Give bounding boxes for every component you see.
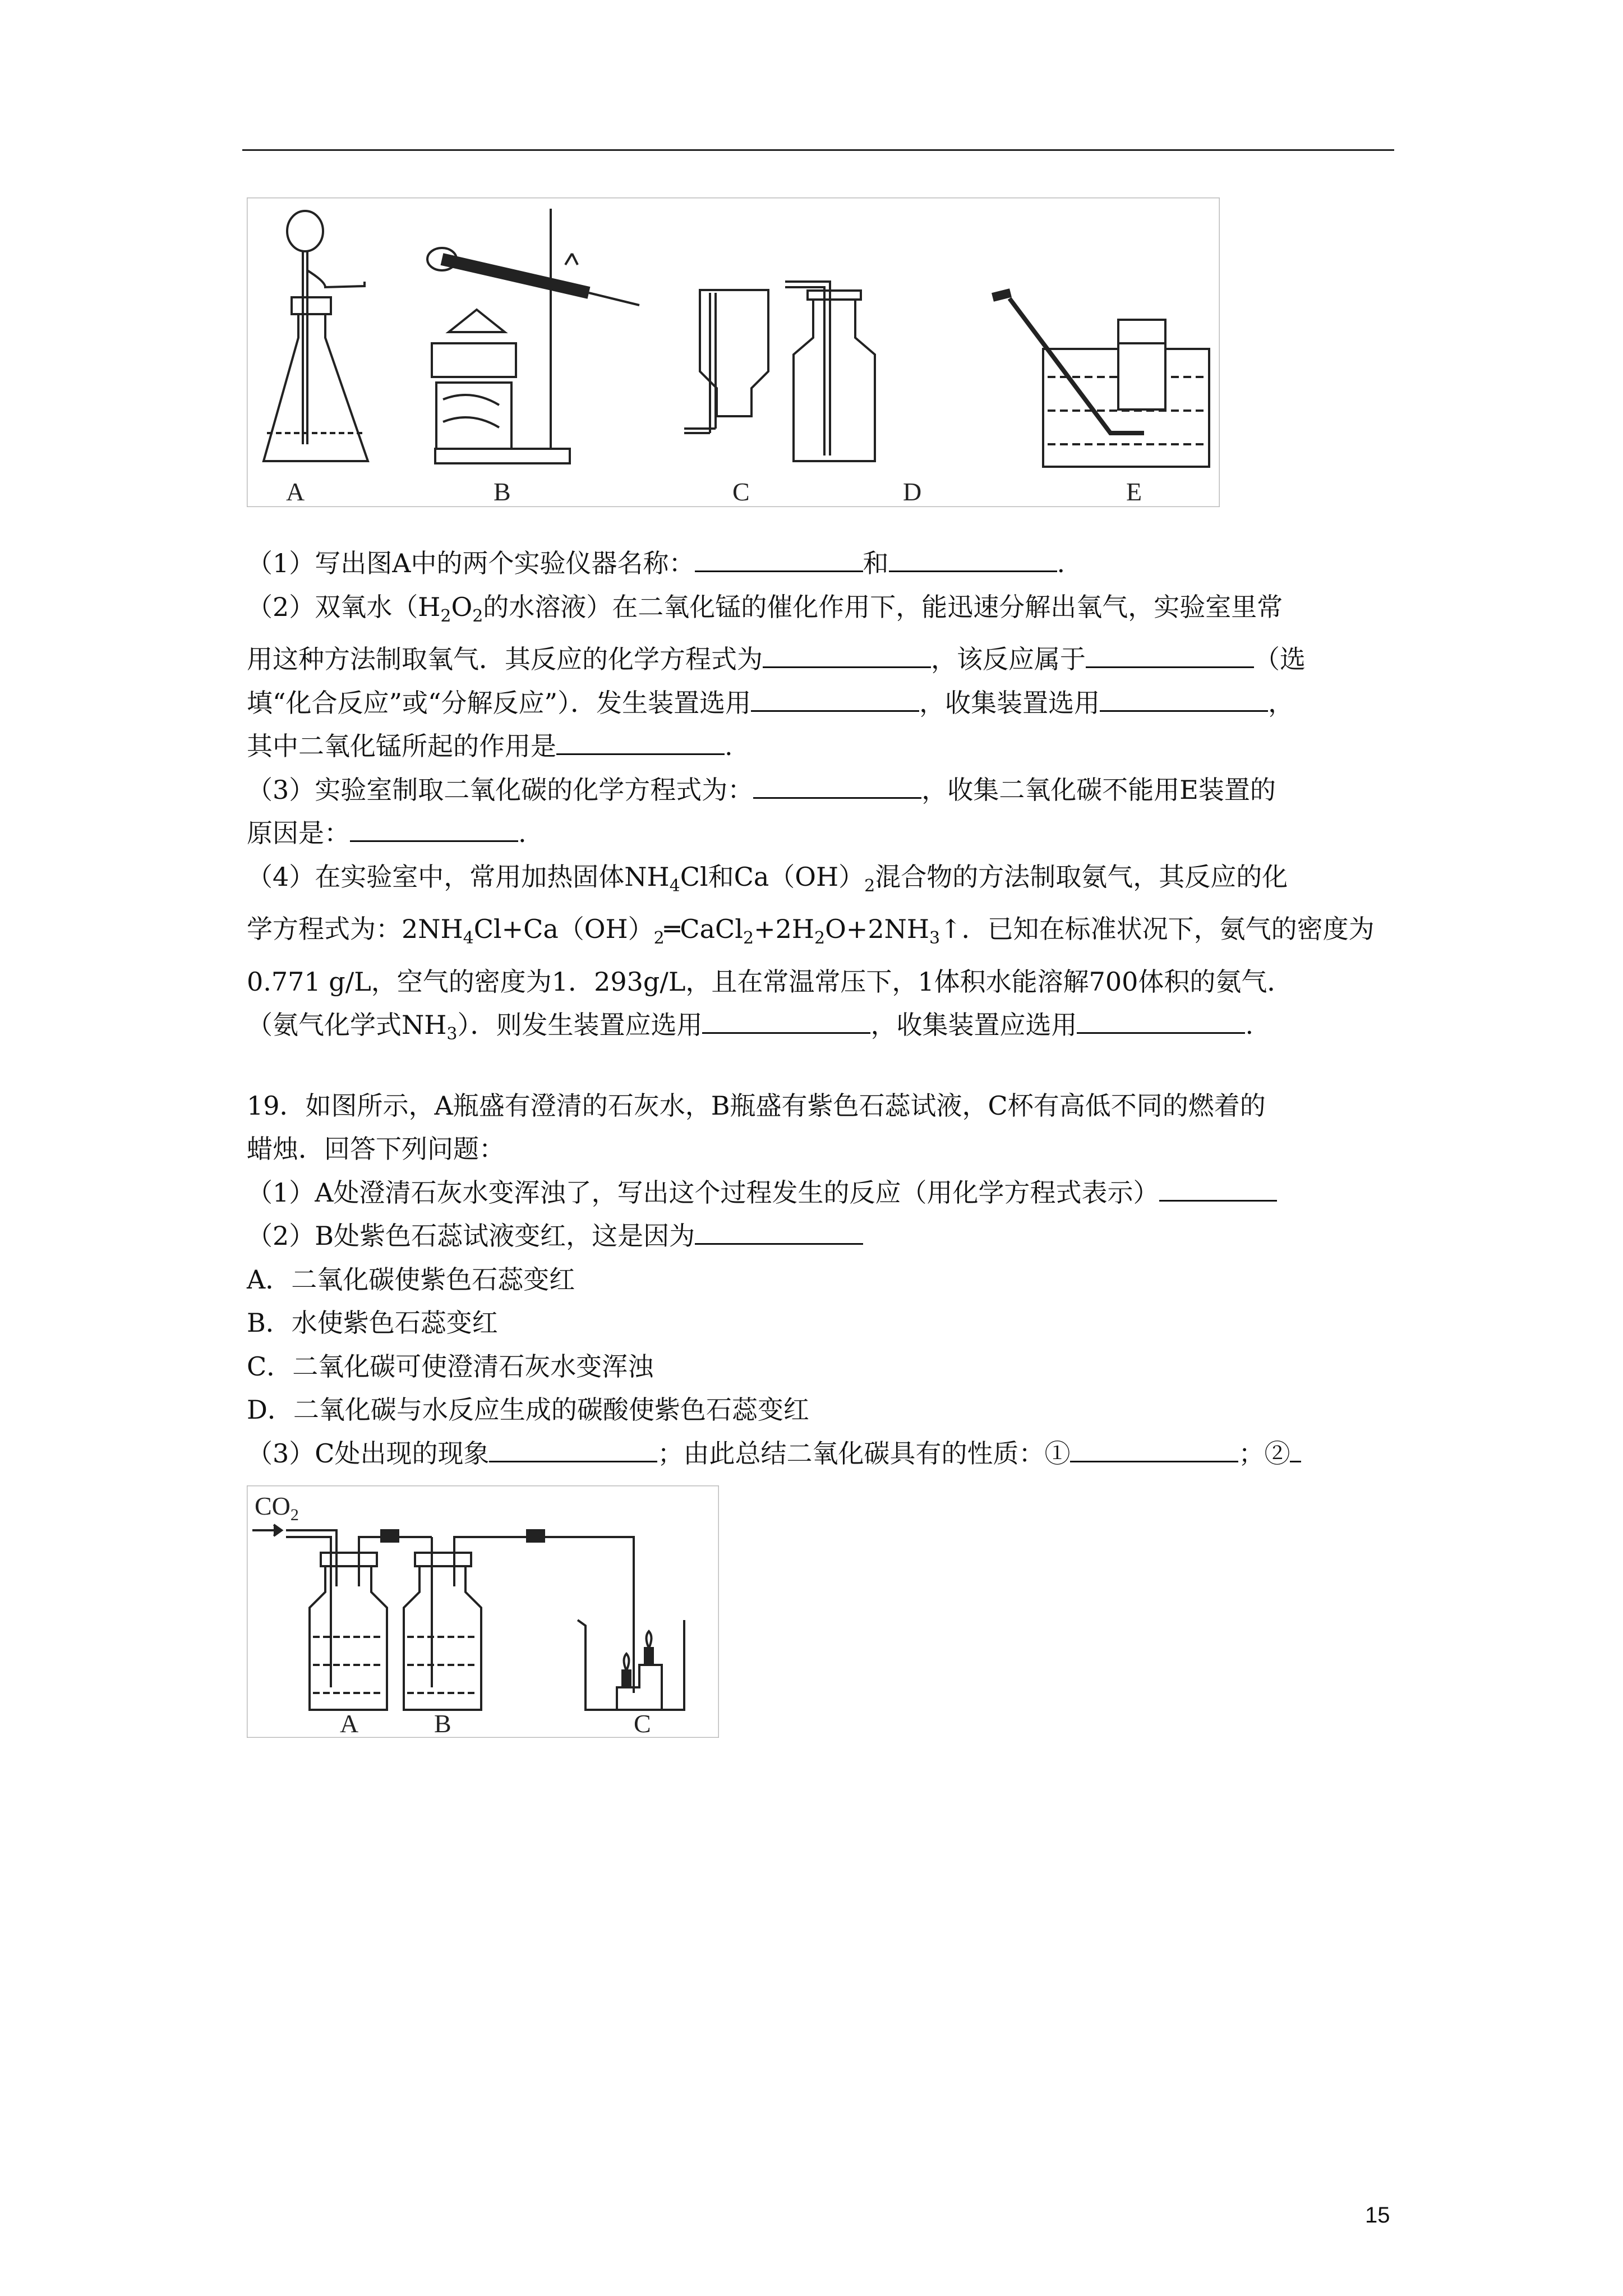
q18-part1: （1）写出图A中的两个实验仪器名称： 和 . <box>247 548 1066 578</box>
answer-blank[interactable] <box>889 547 1057 572</box>
q18-part2-line3: 填“化合反应”或“分解反应”）．发生装置选用 ，收集装置选用 ， <box>247 687 1294 718</box>
q18-part3-line1: （3）实验室制取二氧化碳的化学方程式为： ，收集二氧化碳不能用E装置的 <box>247 774 1276 805</box>
co2-experiment-figure <box>247 1485 719 1738</box>
answer-blank[interactable] <box>753 774 921 798</box>
answer-blank[interactable] <box>695 1220 863 1245</box>
q19-part3: （3）C处出现的现象 ；由此总结二氧化碳具有的性质：① ；② <box>247 1432 1391 1476</box>
apparatus-figure <box>247 197 1220 507</box>
answer-blank[interactable] <box>1086 643 1254 668</box>
answer-blank[interactable] <box>1070 1437 1238 1462</box>
answer-blank[interactable] <box>695 547 863 572</box>
figure2-label-b: B <box>434 1709 451 1738</box>
answer-blank[interactable] <box>1159 1176 1277 1201</box>
answer-blank[interactable] <box>1100 687 1268 711</box>
q18-part3-line2: 原因是： . <box>247 818 527 848</box>
answer-blank[interactable] <box>702 1009 870 1034</box>
page-number: 15 <box>1365 2203 1390 2228</box>
q19-option-d: D．二氧化碳与水反应生成的碳酸使紫色石蕊变红 <box>247 1395 809 1425</box>
q18-part4-line3: 0.771 g/L，空气的密度为1．293g/L，且在常温常压下，1体积水能溶解700体积的氨气． <box>247 966 1293 997</box>
figure2-label-c: C <box>634 1709 651 1738</box>
q19-option-c: C．二氧化碳可使澄清石灰水变浑浊 <box>247 1351 654 1382</box>
q18-part4-line4: （氨气化学式$NH_3$）．则发生装置应选用 ，收集装置应选用 . <box>247 1010 1254 1044</box>
q19-option-a: A．二氧化碳使紫色石蕊变红 <box>247 1264 575 1295</box>
co2-label: $CO_2$ <box>255 1492 299 1524</box>
figure1-label-a: A <box>286 477 305 506</box>
question-text <box>247 542 1391 1498</box>
answer-blank[interactable] <box>556 730 725 755</box>
answer-blank[interactable] <box>350 817 518 842</box>
q19-intro-line1: 19．如图所示，A瓶盛有澄清的石灰水，B瓶盛有紫色石蕊试液，C杯有高低不同的燃着的 <box>247 1090 1266 1121</box>
figure1-label-d: D <box>903 477 922 506</box>
answer-blank[interactable] <box>1290 1437 1301 1462</box>
figure1-label-c: C <box>732 477 750 506</box>
q19-part1: （1）A处澄清石灰水变浑浊了，写出这个过程发生的反应（用化学方程式表示） <box>247 1171 1391 1215</box>
q19-intro-line2: 蜡烛．回答下列问题： <box>247 1134 505 1164</box>
q18-part4-line1: （4）在实验室中，常用加热固体$NH_4Cl$和$Ca(OH)_2$混合物的方法制取氨气，其反应的化 <box>247 861 1288 896</box>
q18-part4-line2: 学方程式为：$2NH_4Cl+Ca(OH)_2═CaCl_2+2H_2O+2NH_3↑$．已知在标准状况下，氨气的密度为 <box>247 914 1375 948</box>
figure1-label-b: B <box>494 477 511 506</box>
answer-blank[interactable] <box>751 687 919 711</box>
figure2-label-a: A <box>340 1709 359 1738</box>
answer-blank[interactable] <box>763 643 931 668</box>
q18-part2-line2: 用这种方法制取氧气．其反应的化学方程式为 ，该反应属于 （选 <box>247 644 1306 674</box>
answer-blank[interactable] <box>1077 1009 1245 1034</box>
q18-part2-line4: 其中二氧化锰所起的作用是 . <box>247 731 733 761</box>
header-rule <box>242 149 1394 151</box>
q19-part2: （2）B处紫色石蕊试液变红，这是因为 <box>247 1214 1391 1258</box>
q19-option-b: B．水使紫色石蕊变红 <box>247 1308 498 1338</box>
q18-part2-line1: （2）双氧水（$H_2O_2$的水溶液）在二氧化锰的催化作用下，能迅速分解出氧气，实验室里常 <box>247 591 1283 626</box>
figure1-label-e: E <box>1126 477 1142 506</box>
answer-blank[interactable] <box>489 1437 657 1462</box>
